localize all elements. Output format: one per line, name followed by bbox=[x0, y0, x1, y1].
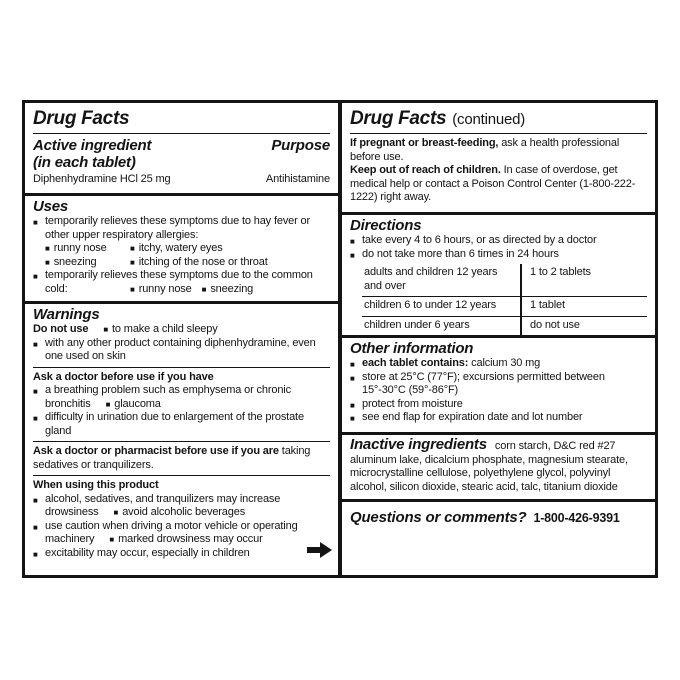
ask-pharmacist-heading: Ask a doctor or pharmacist before use if you are bbox=[33, 445, 279, 457]
bullet-icon: ■ bbox=[33, 414, 38, 423]
storage-info: store at 25°C (77°F); excursions permitted between 15°-30°C (59°-86°F) bbox=[362, 370, 605, 396]
divider bbox=[33, 133, 330, 134]
divider bbox=[33, 441, 330, 442]
warnings-section bbox=[25, 301, 338, 575]
warnings-title: Warnings bbox=[33, 306, 100, 323]
uses-bullet-cold: temporarily relieves these symptoms due to the common bbox=[45, 269, 313, 281]
directions-title: Directions bbox=[350, 217, 422, 234]
questions-phone-number: 1-800-426-9391 bbox=[533, 511, 620, 525]
tablet-contains-label: each tablet contains: bbox=[362, 357, 469, 369]
warning-urination: difficulty in urination due to enlargement of the prostate gland bbox=[45, 411, 304, 437]
inactive-ingredients-list: corn starch, D&C red #27 aluminum lake, dicalcium phosphate, magnesium stearate, microcrystalline cellulose, polyethylene glycol, polyvinyl alcohol, silicon dioxide, stearic acid, talc, titanium dioxide bbox=[350, 440, 628, 493]
bullet-icon: ■ bbox=[33, 272, 38, 281]
keep-out-of-reach-heading: Keep out of reach of children. bbox=[350, 164, 501, 176]
bullet-icon: ■ bbox=[33, 522, 38, 532]
inactive-ingredients-title: Inactive ingredients bbox=[350, 436, 487, 453]
dosage-amount: 1 to 2 tablets bbox=[530, 266, 591, 278]
other-information-section bbox=[342, 335, 655, 432]
questions-section bbox=[342, 499, 655, 575]
continued-header-section bbox=[342, 103, 655, 212]
ask-pharmacist-text: taking sedatives or tranquilizers. bbox=[33, 445, 311, 471]
warning-glaucoma: glaucoma bbox=[114, 397, 161, 410]
left-column bbox=[25, 103, 342, 575]
divider bbox=[350, 133, 647, 134]
bullet-icon: ■ bbox=[350, 250, 355, 260]
divider bbox=[33, 475, 330, 476]
bullet-icon: ■ bbox=[350, 373, 355, 383]
warning-marked-drowsiness: marked drowsiness may occur bbox=[118, 533, 263, 545]
uses-title: Uses bbox=[33, 198, 69, 215]
bullet-icon: ■ bbox=[350, 237, 355, 246]
warning-excitability: excitability may occur, especially in children bbox=[45, 546, 250, 559]
active-ingredient-header bbox=[33, 137, 330, 171]
symptom-sneezing: sneezing bbox=[53, 255, 97, 268]
inactive-ingredients-section bbox=[342, 432, 655, 499]
bullet-icon: ■ bbox=[103, 325, 109, 334]
pregnant-warning-text: ask a health professional before use. bbox=[350, 137, 620, 163]
symptom-runny-nose: runny nose bbox=[53, 242, 107, 254]
warning-avoid-alcohol: avoid alcoholic beverages bbox=[122, 506, 246, 518]
tablet-contains-value: calcium 30 mg bbox=[468, 357, 541, 369]
bullet-icon: ■ bbox=[33, 387, 38, 396]
uses-section bbox=[25, 193, 338, 301]
warning-caution-driving: use caution when driving a motor vehicle or operating machinery bbox=[45, 519, 298, 545]
bullet-icon: ■ bbox=[33, 339, 38, 349]
bullet-icon: ■ bbox=[33, 218, 38, 227]
bullet-icon: ■ bbox=[350, 400, 355, 410]
active-ingredient-subheading: (in each tablet) bbox=[33, 154, 136, 171]
dosage-group: children under 6 years bbox=[362, 316, 522, 336]
bullet-icon: ■ bbox=[350, 414, 355, 423]
cold-label: cold: bbox=[45, 282, 68, 295]
warning-breathing: a breathing problem such as emphysema or chronic bronchitis bbox=[45, 384, 291, 410]
bullet-icon: ■ bbox=[130, 244, 135, 253]
dosage-amount: do not use bbox=[522, 316, 647, 336]
bullet-icon: ■ bbox=[201, 284, 207, 294]
bullet-icon: ■ bbox=[45, 244, 50, 253]
bullet-icon: ■ bbox=[33, 495, 38, 505]
questions-title: Questions or comments? bbox=[350, 509, 527, 526]
active-ingredient-section bbox=[25, 103, 338, 193]
dosage-table bbox=[362, 264, 647, 335]
right-column bbox=[342, 103, 655, 575]
divider bbox=[33, 367, 330, 368]
continued-label: (continued) bbox=[452, 111, 526, 128]
do-not-use-label: Do not use bbox=[33, 323, 89, 335]
dosage-group: children 6 to under 12 years bbox=[362, 296, 522, 316]
uses-bullet-hayfever: temporarily relieves these symptoms due to hay fever or other upper respiratory allergies: bbox=[45, 215, 311, 241]
ask-doctor-heading: Ask a doctor before use if you have bbox=[33, 370, 214, 383]
bullet-icon: ■ bbox=[45, 257, 50, 267]
bullet-icon: ■ bbox=[130, 257, 135, 267]
drug-facts-label bbox=[22, 100, 658, 578]
bullet-icon: ■ bbox=[130, 284, 135, 294]
bullet-icon: ■ bbox=[109, 535, 115, 544]
do-not-use-item: to make a child sleepy bbox=[112, 323, 218, 335]
bullet-icon: ■ bbox=[105, 399, 111, 409]
warning-other-product: with any other product containing diphenhydramine, even one used on skin bbox=[45, 336, 316, 362]
ingredient-name: Diphenhydramine HCl 25 mg bbox=[33, 173, 171, 185]
dosage-amount: 1 tablet bbox=[522, 296, 647, 316]
other-information-title: Other information bbox=[350, 340, 474, 357]
bullet-icon: ■ bbox=[113, 508, 119, 517]
directions-section bbox=[342, 212, 655, 335]
pregnant-warning-heading: If pregnant or breast-feeding, bbox=[350, 137, 499, 149]
expiration-info: see end flap for expiration date and lot number bbox=[362, 411, 583, 423]
bullet-icon: ■ bbox=[33, 549, 38, 559]
uses-symptom-grid bbox=[33, 242, 330, 269]
symptom-itchy-eyes: itchy, watery eyes bbox=[138, 242, 223, 254]
symptom-itching-throat: itching of the nose or throat bbox=[138, 255, 268, 268]
ingredient-purpose: Antihistamine bbox=[265, 173, 330, 185]
moisture-info: protect from moisture bbox=[362, 397, 463, 410]
active-ingredient-heading: Active ingredient bbox=[33, 137, 152, 154]
dosage-group: adults and children 12 years and over bbox=[362, 264, 522, 296]
when-using-heading: When using this product bbox=[33, 479, 159, 491]
drug-facts-title: Drug Facts bbox=[33, 108, 130, 129]
symptom-cold-sneezing: sneezing bbox=[210, 282, 254, 295]
keep-out-of-reach-text: In case of overdose, get medical help or contact a Poison Control Center (1-800-222-1222) right away. bbox=[350, 164, 636, 203]
warning-alcohol: alcohol, sedatives, and tranquilizers may increase drowsiness bbox=[45, 492, 281, 518]
directions-frequency: take every 4 to 6 hours, or as directed by a doctor bbox=[362, 234, 597, 246]
symptom-cold-runny-nose: runny nose bbox=[138, 282, 192, 295]
purpose-heading: Purpose bbox=[271, 137, 330, 154]
drug-facts-continued-title: Drug Facts bbox=[350, 108, 447, 129]
bullet-icon: ■ bbox=[350, 360, 355, 369]
continue-arrow-icon bbox=[307, 541, 333, 564]
directions-max-doses: do not take more than 6 times in 24 hours bbox=[362, 247, 559, 260]
